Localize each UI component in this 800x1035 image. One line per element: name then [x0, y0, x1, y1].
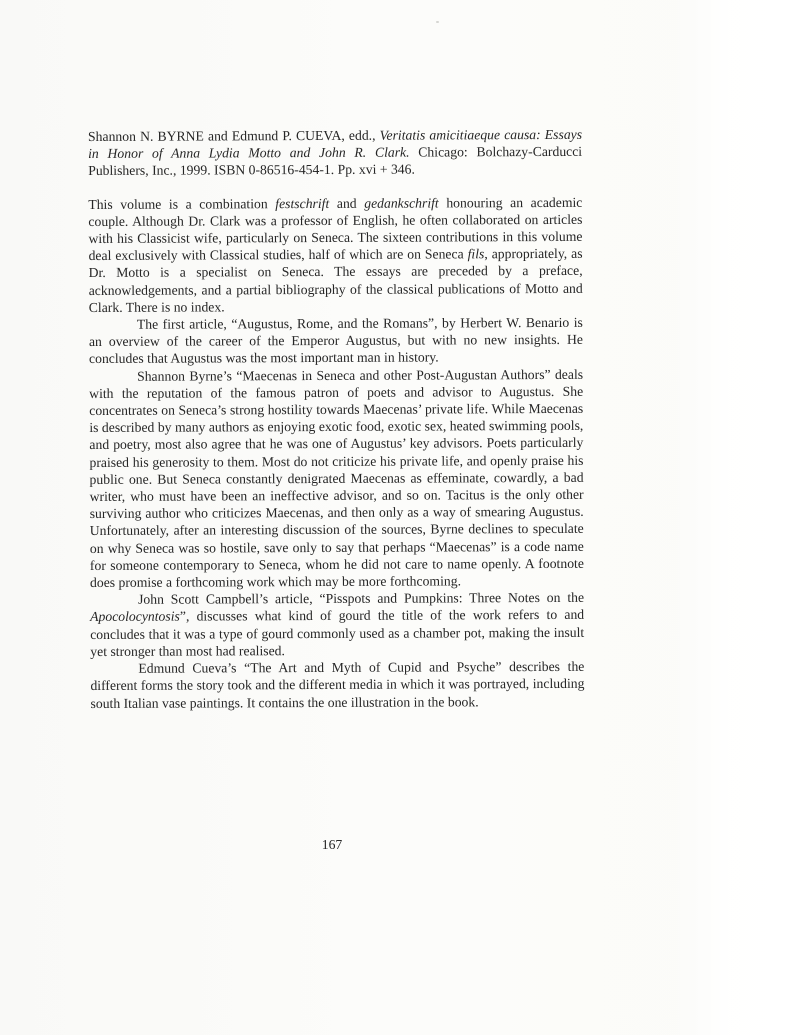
scan-speck	[436, 21, 439, 23]
review-text	[88, 126, 585, 712]
citation-authors: Shannon N. BYRNE and Edmund P. CUEVA, edd.,	[88, 127, 380, 144]
paragraph-byrne: Shannon Byrne’s “Maecenas in Seneca and other Post-Augustan Authors” deals with the reputation of the famous patron of poets and advisor to Augustus. She concentrates on Seneca’s strong hostility towards Maecenas’ private life. While Maecenas is described by many authors as enjoying exotic food, exotic sex, heated swimming pools, and poetry, most also agree that he was one of Augustus’ key advisors. Poets particularly praised his generosity to them. Most do not criticize his private life, and openly praise his public one. But Seneca constantly denigrated Maecenas as effeminate, cowardly, a bad writer, who must have been an ineffective advisor, and so on. Tacitus is the only other surviving author who criticizes Maecenas, and then only as a way of smearing Augustus. Unfortunately, after an interesting discussion of the sources, Byrne declines to speculate on why Seneca was so hostile, save only to say that perhaps “Maecenas” is a code name for someone contemporary to Seneca, whom he did not care to name openly. A footnote does promise a forthcoming work which may be more forthcoming.	[89, 366, 584, 591]
paragraph-intro-text-4: , appropriately, as Dr. Motto is a specialist on Seneca. The essays are preceded by a preface, acknowledgements, and a partial bibliography of the classical publications of Motto and Clark. There is no index.	[88, 246, 583, 315]
page-number: 167	[321, 837, 343, 852]
page-edge-shadow	[672, 0, 800, 1035]
paragraph-campbell	[90, 589, 584, 660]
italic-fils: fils	[467, 246, 485, 262]
review-body	[88, 193, 584, 711]
paragraph-intro-text-2: and	[329, 195, 365, 211]
italic-apocolocyntosis: Apocolocyntosis	[90, 609, 180, 625]
book-citation	[88, 126, 582, 180]
citation-title: Veritatis amicitiaeque causa: Essays in Honor of Anna Lydia Motto and John R. Clark.	[88, 126, 583, 162]
citation-publisher: Chicago: Bolchazy-Carducci Publishers, Inc., 1999. ISBN 0-86516-454-1. Pp. xvi + 346.	[88, 144, 583, 179]
italic-gedankschrift: gedankschrift	[364, 195, 439, 211]
paragraph-cueva: Edmund Cueva’s “The Art and Myth of Cupid and Psyche” describes the different forms the story took and the different media in which it was portrayed, including south Italian vase paintings. It contains the one illustration in the book.	[90, 658, 585, 711]
paragraph-intro-text-3: honouring an academic couple. Although Dr. Clark was a professor of English, he often collaborated on articles with his Classicist wife, particularly on Seneca. The sixteen contributions in this volume deal exclusively with Classical studies, half of which are on Seneca	[88, 194, 583, 264]
paragraph-campbell-text-2: ”, discusses what kind of gourd the title of the work refers to and concludes that it was a type of gourd commonly used as a chamber pot, making the insult yet stronger than most had realised.	[90, 607, 585, 659]
italic-festschrift: festschrift	[275, 195, 330, 211]
paragraph-benario: The first article, “Augustus, Rome, and the Romans”, by Herbert W. Benario is an overview of the career of the Emperor Augustus, but with no new insights. He concludes that Augustus was the most important man in history.	[88, 314, 583, 367]
paragraph-intro-text-1: This volume is a combination	[88, 195, 276, 212]
paragraph-intro	[88, 193, 583, 316]
paragraph-campbell-text-1: John Scott Campbell’s article, “Pisspots and Pumpkins: Three Notes on the	[138, 590, 585, 608]
